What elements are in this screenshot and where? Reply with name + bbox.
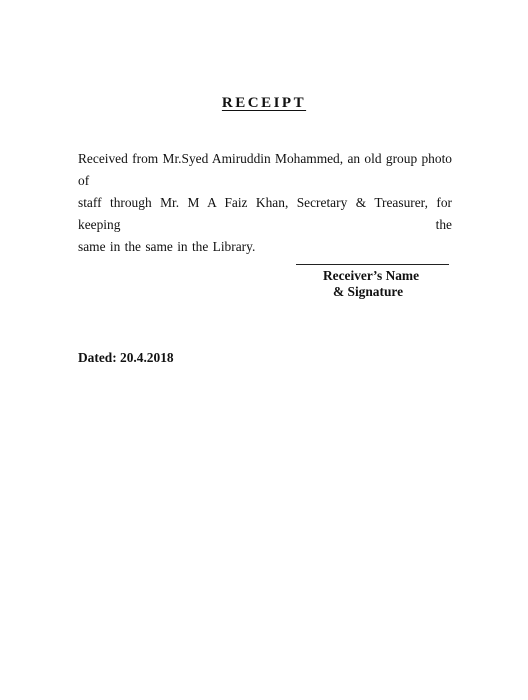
- receipt-body: [78, 148, 452, 258]
- signature-line: [296, 264, 449, 265]
- receiver-name-label: Receiver’s Name: [323, 268, 420, 283]
- signature-label: & Signature: [333, 284, 404, 299]
- body-line-3: same in the same in the Library.: [78, 239, 256, 254]
- dated-text: Dated: 20.4.2018: [78, 350, 174, 365]
- receipt-title: RECEIPT: [221, 95, 307, 111]
- body-line-1: Received from Mr.Syed Amiruddin Mohammed, an old group photo of: [78, 151, 452, 188]
- body-line-2: staff through Mr. M A Faiz Khan, Secretary & Treasurer, for keeping the: [78, 195, 452, 232]
